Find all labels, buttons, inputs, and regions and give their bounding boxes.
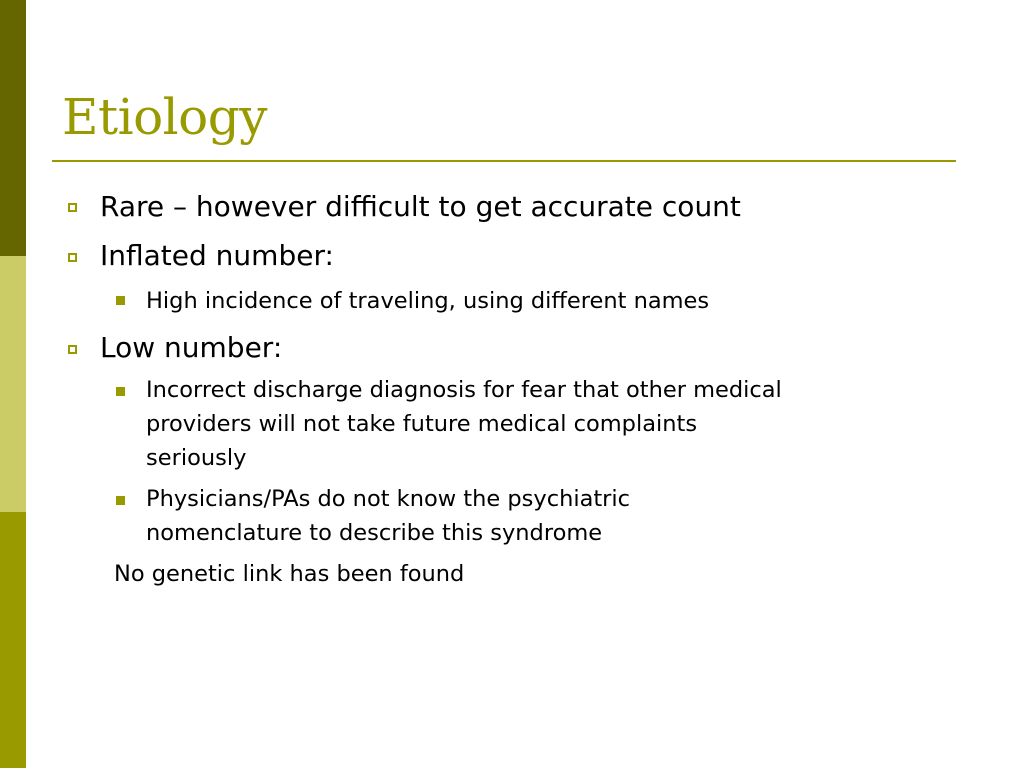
sub-bullet-incorrect-discharge <box>146 373 782 475</box>
slide-title: Etiology <box>62 88 268 146</box>
sub-bullet-physicians <box>146 482 630 550</box>
title-underline <box>52 160 956 162</box>
filled-square-bullet-icon <box>116 496 125 505</box>
sub-bullet-line: Physicians/PAs do not know the psychiatric <box>146 486 631 512</box>
plain-text-genetic-link: No genetic link has been found <box>114 561 465 587</box>
slide-sidebar-bar <box>0 0 26 768</box>
sub-bullet-high-incidence: High incidence of traveling, using different names <box>146 288 710 314</box>
sub-bullet-line: providers will not take future medical complaints <box>146 411 698 437</box>
sub-bullet-line: nomenclature to describe this syndrome <box>146 520 603 546</box>
hollow-square-bullet-icon <box>68 253 77 262</box>
filled-square-bullet-icon <box>116 296 125 305</box>
hollow-square-bullet-icon <box>68 203 77 212</box>
hollow-square-bullet-icon <box>68 345 77 354</box>
bullet-item-rare: Rare – however difficult to get accurate count <box>100 190 741 223</box>
sub-bullet-line: seriously <box>146 445 247 471</box>
sidebar-segment-top <box>0 0 26 256</box>
sidebar-segment-bottom <box>0 512 26 768</box>
bullet-item-low-number: Low number: <box>100 331 283 364</box>
sub-bullet-line: Incorrect discharge diagnosis for fear that other medical <box>146 377 782 403</box>
bullet-item-inflated-number: Inflated number: <box>100 239 334 272</box>
filled-square-bullet-icon <box>116 387 125 396</box>
sidebar-segment-middle <box>0 256 26 512</box>
